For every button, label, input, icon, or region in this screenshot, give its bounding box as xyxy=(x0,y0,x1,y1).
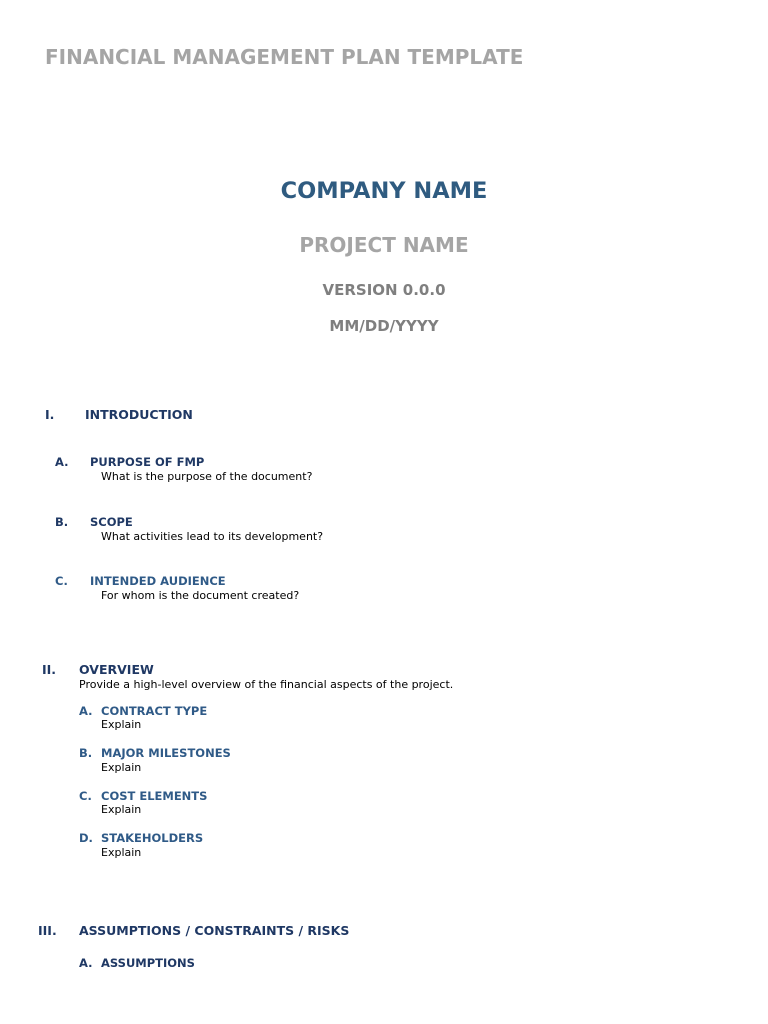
version-label: VERSION 0.0.0 xyxy=(322,281,446,299)
section-heading: INTRODUCTION xyxy=(85,407,193,422)
section-numeral: III. xyxy=(38,923,57,938)
template-title: FINANCIAL MANAGEMENT PLAN TEMPLATE xyxy=(45,45,524,69)
project-name: PROJECT NAME xyxy=(299,233,469,257)
subsection-heading: INTENDED AUDIENCE xyxy=(90,574,226,588)
subsection-heading: ASSUMPTIONS xyxy=(101,956,195,970)
subsection-heading: PURPOSE OF FMP xyxy=(90,455,205,469)
date-label: MM/DD/YYYY xyxy=(329,317,439,335)
subsection-letter: A. xyxy=(55,455,69,469)
subsection-body: For whom is the document created? xyxy=(101,589,300,602)
company-name: COMPANY NAME xyxy=(280,178,488,204)
subsection-letter: D. xyxy=(79,831,93,845)
subsection-letter: B. xyxy=(55,515,69,529)
subsection-letter: C. xyxy=(55,574,68,588)
subsection-body: What activities lead to its development? xyxy=(101,530,324,543)
subsection-heading: MAJOR MILESTONES xyxy=(101,746,231,760)
subsection-body: Explain xyxy=(101,846,142,859)
subsection-body: Explain xyxy=(101,803,142,816)
subsection-letter: C. xyxy=(79,789,92,803)
subsection-heading: STAKEHOLDERS xyxy=(101,831,204,845)
section-numeral: I. xyxy=(45,407,55,422)
subsection-body: Explain xyxy=(101,718,142,731)
subsection-letter: A. xyxy=(79,956,93,970)
section-heading: OVERVIEW xyxy=(79,662,154,677)
subsection-letter: A. xyxy=(79,704,93,718)
subsection-heading: CONTRACT TYPE xyxy=(101,704,208,718)
subsection-heading: COST ELEMENTS xyxy=(101,789,208,803)
subsection-body: Explain xyxy=(101,761,142,774)
subsection-heading: SCOPE xyxy=(90,515,133,529)
subsection-letter: B. xyxy=(79,746,93,760)
subsection-body: What is the purpose of the document? xyxy=(101,470,313,483)
section-numeral: II. xyxy=(42,662,57,677)
section-intro: Provide a high-level overview of the financial aspects of the project. xyxy=(79,678,454,691)
section-heading: ASSUMPTIONS / CONSTRAINTS / RISKS xyxy=(79,923,350,938)
